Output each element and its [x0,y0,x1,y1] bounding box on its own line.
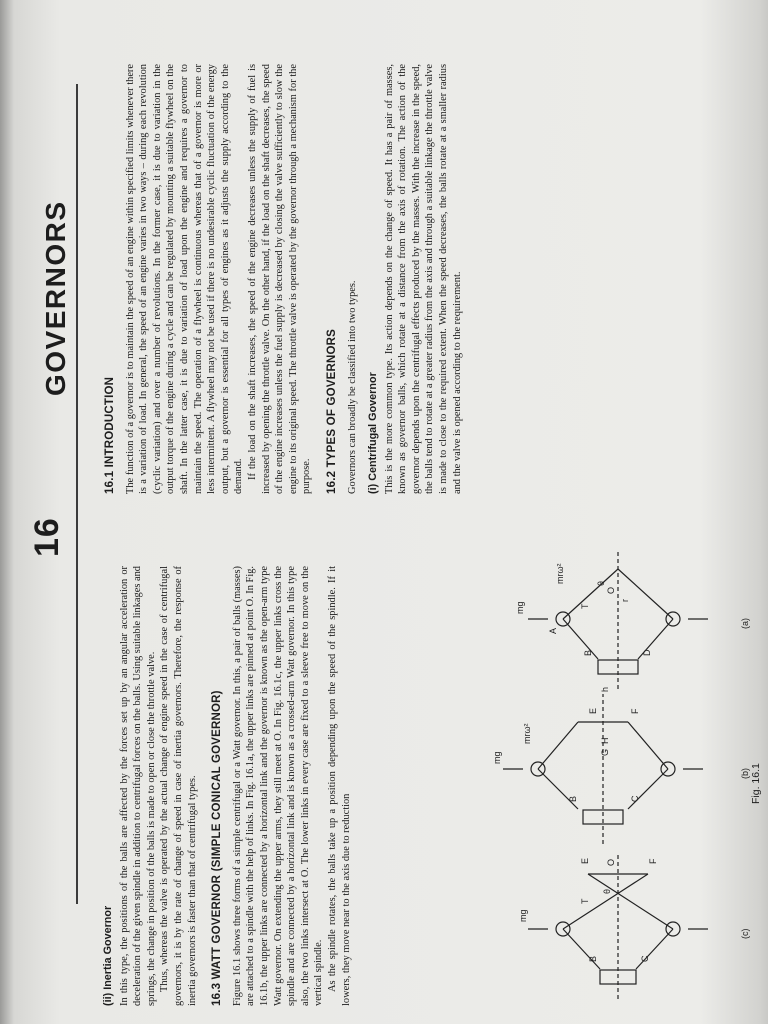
label-b-G: G [600,748,610,756]
figure-16-1 [468,544,764,1014]
watt-governor-heading: 16.3 WATT GOVERNOR (SIMPLE CONICAL GOVERNOR) [211,690,224,1006]
chapter-rule [76,84,78,904]
watt-text-1: Figure 16.1 shows three forms of a simple centrifugal or a Watt governor. In this, a pair of balls (masses) are attached to a spindle with the help of links. In Fig. 16.1a, the upper links are pinned at point O. In Fig. 16.1b, the upper links are connected by a horizontal link and the governor is known as the open-arm type Watt governor. On extending the upper arms, they still meet at O. In Fig. 16.1c, the upper links cross the spindle and are connected by a horizontal link and is known as a crossed-arm Watt governor. In this type also, the two links intersect at O. The lower links in every case are fixed to a sleeve free to move on the vertical spindle. [231,566,325,1006]
label-c-T: T [580,898,590,904]
label-a-mg: mg [515,601,525,614]
label-a-mrw2: mrω² [555,563,565,584]
label-a-A: A [548,627,558,634]
label-c-C: C [640,955,650,962]
label-a-D: D [642,649,652,656]
figure-c-diagram [528,854,708,999]
label-a-caption: (a) [740,618,750,629]
label-a-O: O [606,586,616,594]
chapter-title: GOVERNORS [40,200,71,396]
label-b-C: C [630,795,640,802]
centrifugal-heading: (i) Centrifugal Governor [367,372,380,494]
label-b-E: E [588,707,598,714]
column-right [88,64,464,494]
label-b-h: h [600,686,610,692]
label-c-O: O [606,858,616,866]
label-c-caption: (c) [740,928,750,939]
introduction-text-2: If the load on the shaft increases, the speed of the engine decreases unless the supply of fuel is increased by opening the throttle valve. On the other hand, if the load on the shaft decreases, the speed of the engine increases unless the fuel supply is decreased by closing the valve sufficiently to slow the engine to its original speed. The throttle valve is operated by the governor through a mechanism for the purpose. [246,64,313,494]
watt-text-2: As the spindle rotates, the balls take up a position depending upon the speed of the spindle. If it lowers, they move near to the axis due to reduction [326,566,352,1006]
column-left [98,566,353,1006]
label-b-F: F [630,708,640,714]
label-a-B: B [583,649,593,656]
chapter-number: 16 [28,517,66,557]
label-a-theta: θ [596,580,606,586]
label-b-mg: mg [492,751,502,764]
label-b-B: B [568,795,578,802]
label-c-E: E [580,857,590,864]
inertia-text-2: Thus, whereas the valve is operated by the actual change of engine speed in the case of centrifugal governors, it is by the rate of change of speed in case of inertia governors. Therefore, the response of inertia governors is faster than that of centrifugal types. [159,566,198,1006]
label-c-mg: mg [518,909,528,922]
introduction-text-1: The function of a governor is to maintain the speed of an engine within specified limits whenever there is a variation of load. In general, the speed of an engine varies in two ways – during each revolution (cyclic variation) and over a number of revolutions. In the former case, it is due to variation in the output torque of the engine during a cycle and can be regulated by mounting a suitable flywheel on the shaft. In the latter case, it is due to variation of load upon the engine and requires a governor to maintain the speed. The operation of a flywheel is continuous whereas that of a governor is more or less intermittent. A flywheel may not be used if there is no undesirable cyclic fluctuation of the energy output, but a governor is essential for all types of engines as it adjusts the supply according to the demand. [124,64,245,494]
centrifugal-text: This is the more common type. Its action depends on the change of speed. It has a pair of masses, known as governor balls, which rotate at a distance from the axis of rotation. The action of the governor depends upon the centrifugal effects produced by the masses. With the increase in the speed, the balls tend to rotate at a greater radius from the axis and through a suitable linkage the throttle valve is made to close to the required extent. When the speed decreases, the balls rotate at a smaller radius and the valve is opened according to the requirement. [383,64,463,494]
label-a-r: r [620,599,630,602]
introduction-heading: 16.1 INTRODUCTION [104,376,116,494]
label-b-caption: (b) [740,768,750,779]
label-a-T: T [580,603,590,609]
label-b-H: H [600,737,610,744]
types-text: Governors can broadly be classified into two types. [346,280,358,494]
label-c-F: F [648,858,658,864]
label-c-theta: θ [602,888,612,894]
label-c-B: B [588,955,598,962]
figure-b-diagram [503,694,703,844]
inertia-text-1: In this type, the positions of the balls are affected by the forces set up by an angular acceleration or deceleration of the given spindle in addition to centrifugal forces on the balls. Using suitable linkages and springs, the change in position of the balls is made to open or close the throttle valve. [118,566,157,1006]
label-b-mrw2: mrω² [522,723,532,744]
types-heading: 16.2 TYPES OF GOVERNORS [325,328,338,494]
figure-caption: Fig. 16.1 [750,763,762,804]
inertia-governor-heading: (ii) Inertia Governor [102,905,114,1006]
